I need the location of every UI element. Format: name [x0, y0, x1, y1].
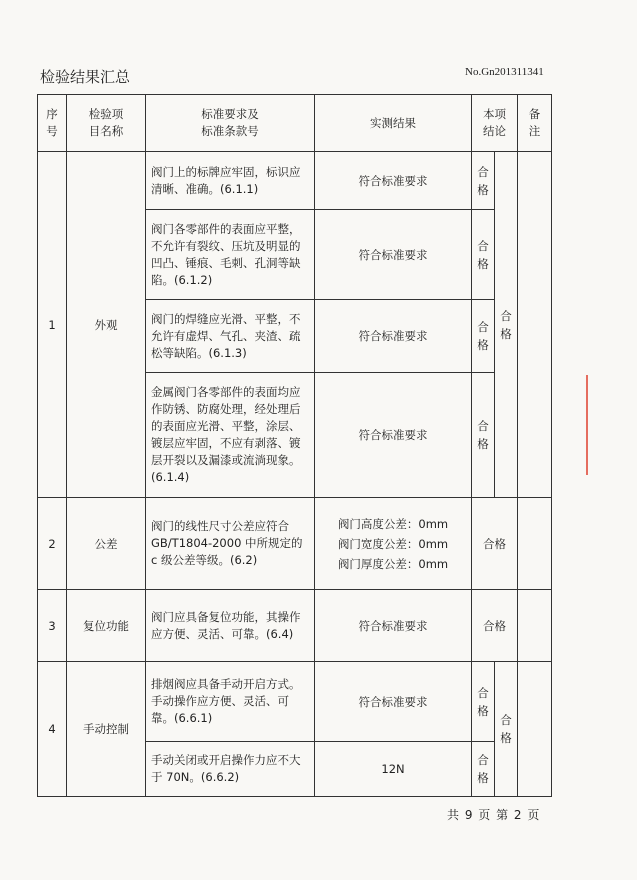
- col-item-header: [67, 95, 146, 152]
- sub-conclusion-cell: 合格: [472, 373, 495, 498]
- seq-cell: 1: [38, 152, 67, 498]
- sub-conclusion-cell: 合格: [472, 210, 495, 300]
- col-concl-label: 本项 结论: [483, 107, 506, 138]
- remark-cell: [518, 152, 552, 498]
- seq-cell: 4: [38, 662, 67, 797]
- col-req-label: 标准要求及 标准条款号: [201, 107, 259, 138]
- remark-cell: [518, 590, 552, 662]
- col-seq-header: [38, 95, 67, 152]
- requirement-cell: 阀门上的标牌应牢固，标识应清晰、准确。(6.1.1): [146, 152, 315, 210]
- result-cell: 符合标准要求: [315, 210, 472, 300]
- result-cell: 符合标准要求: [315, 373, 472, 498]
- overall-conclusion-cell: 合格: [495, 662, 518, 797]
- requirement-cell: 阀门的焊缝应光滑、平整，不允许有虚焊、气孔、夹渣、疏松等缺陷。(6.1.3): [146, 300, 315, 373]
- item-cell: 外观: [67, 152, 146, 498]
- remark-cell: [518, 662, 552, 797]
- item-cell: 复位功能: [67, 590, 146, 662]
- sub-conclusion-cell: 合格: [472, 152, 495, 210]
- table-row: [38, 152, 552, 210]
- requirement-cell: 排烟阀应具备手动开启方式。手动操作应方便、灵活、可靠。(6.6.1): [146, 662, 315, 742]
- col-remark-label: 备 注: [528, 107, 541, 138]
- height-tolerance: 阀门高度公差：0mm: [337, 516, 449, 531]
- table-row: [38, 498, 552, 590]
- table-row: [38, 662, 552, 742]
- col-remark-header: [518, 95, 552, 152]
- col-concl-header: [472, 95, 518, 152]
- remark-cell: [518, 498, 552, 590]
- sub-conclusion-cell: 合格: [472, 662, 495, 742]
- col-req-header: [146, 95, 315, 152]
- result-cell: 符合标准要求: [315, 662, 472, 742]
- conclusion-cell: 合格: [472, 590, 518, 662]
- requirement-cell: 阀门应具备复位功能，其操作应方便、灵活、可靠。(6.4): [146, 590, 315, 662]
- table-row: [38, 590, 552, 662]
- requirement-cell: 阀门各零部件的表面应平整，不允许有裂纹、压坑及明显的凹凸、锤痕、毛刺、孔洞等缺陷。(6.1.2): [146, 210, 315, 300]
- sub-conclusion-cell: 合格: [472, 742, 495, 797]
- col-item-label: 检验项 目名称: [88, 107, 124, 138]
- thickness-tolerance: 阀门厚度公差：0mm: [337, 556, 449, 571]
- result-cell: 符合标准要求: [315, 152, 472, 210]
- width-tolerance: 阀门宽度公差：0mm: [337, 536, 449, 551]
- results-table: [37, 94, 552, 797]
- requirement-cell: 金属阀门各零部件的表面均应作防锈、防腐处理，经处理后的表面应光滑、平整，涂层、镀层应牢固，不应有剥落、镀层开裂以及漏漆或流淌现象。(6.1.4): [146, 373, 315, 498]
- document-number: No.Gn201311341: [465, 66, 544, 78]
- col-result-label: 实测结果: [370, 115, 416, 130]
- result-cell: 12N: [315, 742, 472, 797]
- item-cell: 公差: [67, 498, 146, 590]
- seq-cell: 3: [38, 590, 67, 662]
- requirement-cell: 阀门的线性尺寸公差应符合GB/T1804-2000 中所规定的 c 级公差等级。(6.2): [146, 498, 315, 590]
- table-header-row: [38, 95, 552, 152]
- seq-cell: 2: [38, 498, 67, 590]
- result-cell: 符合标准要求: [315, 590, 472, 662]
- overall-conclusion-cell: 合格: [495, 152, 518, 498]
- item-cell: 手动控制: [67, 662, 146, 797]
- col-result-header: [315, 95, 472, 152]
- page-title: 检验结果汇总: [40, 68, 131, 86]
- sub-conclusion-cell: 合格: [472, 300, 495, 373]
- seal-stamp-edge: [586, 375, 606, 475]
- page-number: 共 9 页 第 2 页: [447, 808, 540, 822]
- result-cell: 符合标准要求: [315, 300, 472, 373]
- result-cell: [315, 498, 472, 590]
- requirement-cell: 手动关闭或开启操作力应不大于 70N。(6.6.2): [146, 742, 315, 797]
- col-seq-label: 序 号: [46, 107, 58, 138]
- conclusion-cell: 合格: [472, 498, 518, 590]
